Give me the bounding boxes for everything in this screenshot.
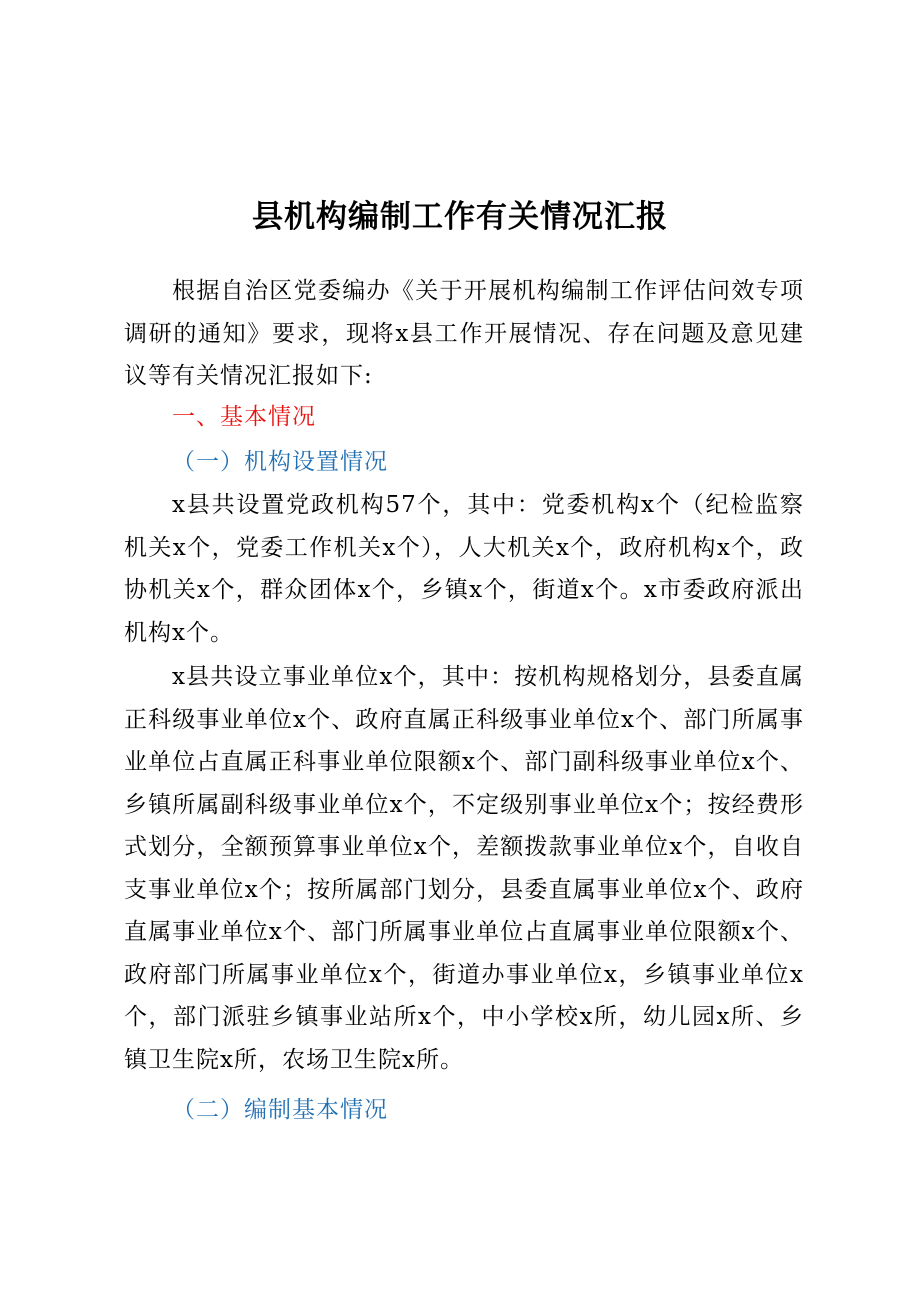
subsection-heading-staffing-basics: （二）编制基本情况 bbox=[172, 1097, 388, 1123]
section-heading-basic-situation: 一、基本情况 bbox=[172, 404, 316, 430]
intro-paragraph: 根据自治区党委编办《关于开展机构编制工作评估问效专项调研的通知》要求，现将x县工作开展情况、存在问题及意见建议等有关情况汇报如下: bbox=[124, 278, 804, 389]
paragraph-party-government-organizations: x县共设置党政机构57个，其中：党委机构x个（纪检监察机关x个，党委工作机关x个），人大机关x个，政府机构x个，政协机关x个，群众团体x个，乡镇x个，街道x个。x市委政府派出机构x个。 bbox=[124, 492, 804, 646]
paragraph-public-institutions: x县共设立事业单位x个，其中：按机构规格划分，县委直属正科级事业单位x个、政府直属正科级事业单位x个、部门所属事业单位占直属正科事业单位限额x个、部门副科级事业单位x个、乡镇所属副科级事业单位x个，不定级别事业单位x个；按经费形式划分，全额预算事业单位x个，差额拨款事业单位x个，自收自支事业单位x个；按所属部门划分，县委直属事业单位x个、政府直属事业单位x个、部门所属事业单位占直属事业单位限额x个、政府部门所属事业单位x个，街道办事业单位x，乡镇事业单位x个，部门派驻乡镇事业站所x个，中小学校x所，幼儿园x所、乡镇卫生院x所，农场卫生院x所。 bbox=[124, 664, 804, 1073]
subsection-heading-organization-setup: （一）机构设置情况 bbox=[172, 449, 388, 475]
document-title: 县机构编制工作有关情况汇报 bbox=[252, 199, 668, 235]
